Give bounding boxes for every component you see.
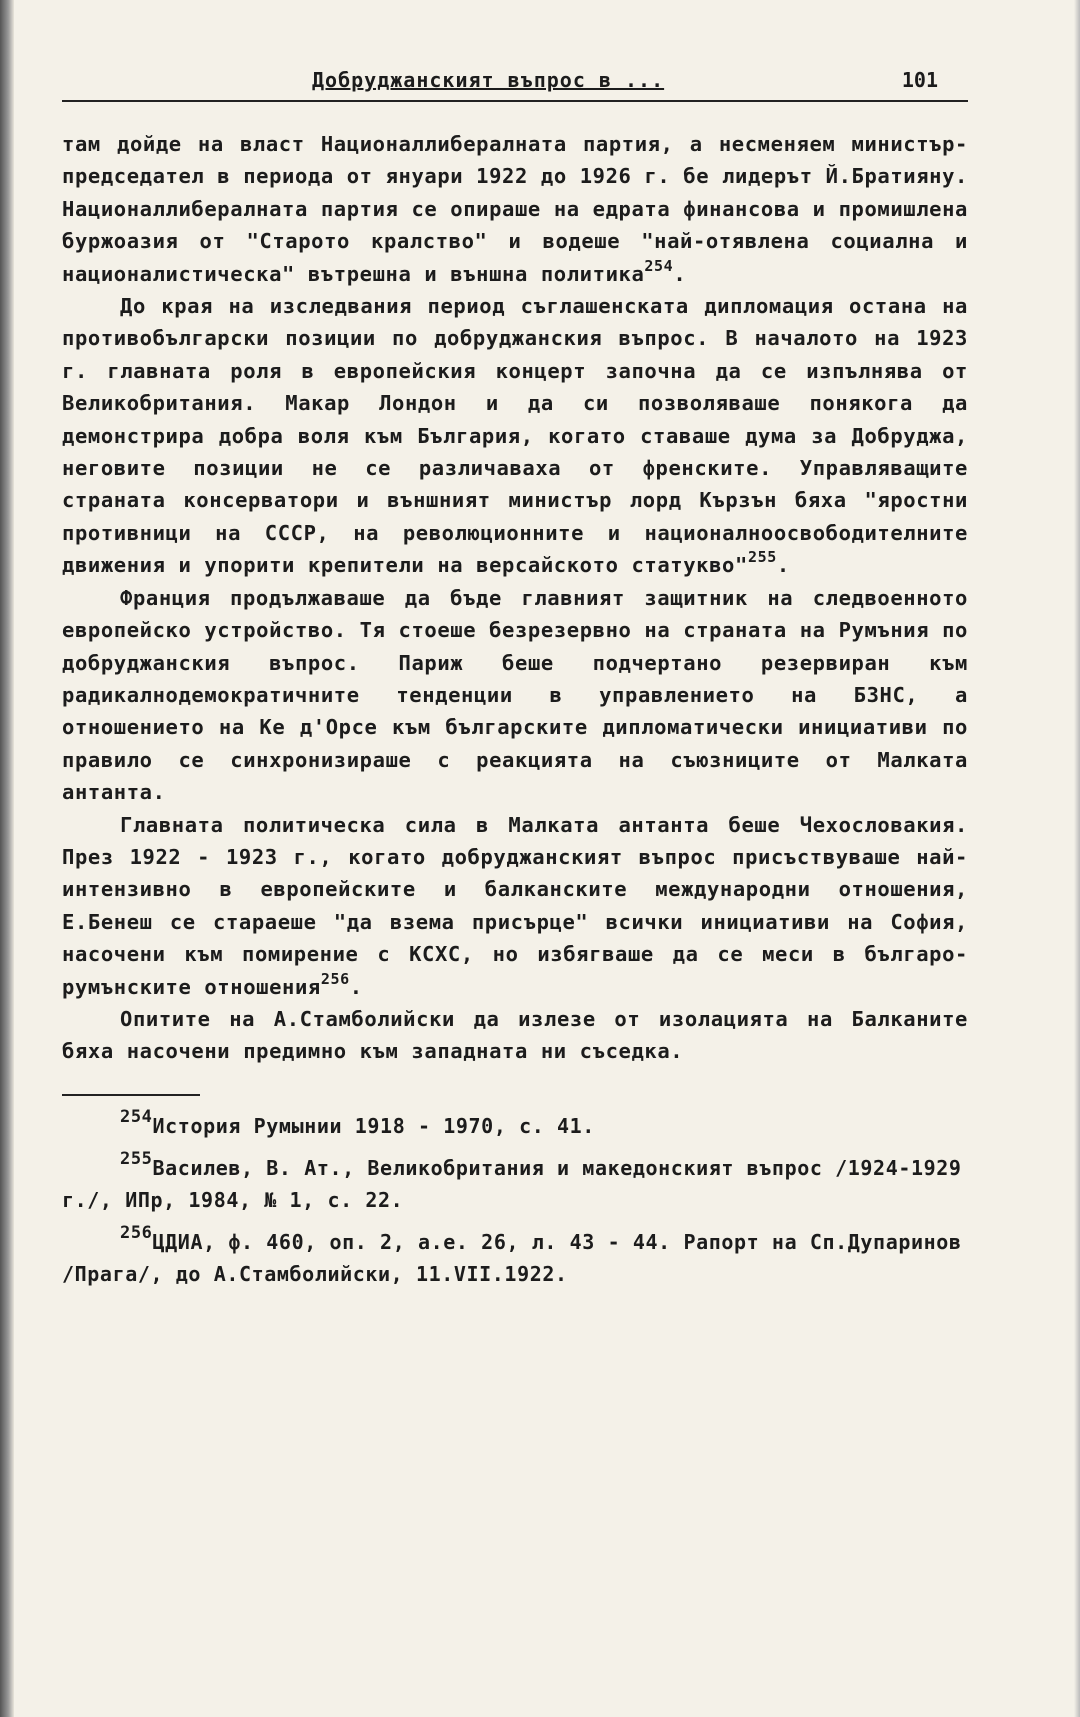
scan-left-edge bbox=[0, 0, 14, 1717]
paragraph-end: . bbox=[673, 261, 687, 286]
paragraph bbox=[62, 128, 968, 290]
footnote-text: История Румынии 1918 - 1970, с. 41. bbox=[152, 1113, 595, 1138]
footnote-number: 255 bbox=[120, 1148, 153, 1169]
paragraph-text: Франция продължаваше да бъде главният защитник на следвоенното европейско устройство. Тя стоеше безрезервно на страната на Румъния по добруджанския въпрос. Париж беше подчертано резервиран към радикалнодемократичните тенденции в управлението на БЗНС, а отношението на Ке д'Орсе към българските дипломатически инициативи по правило се синхронизираше с реакцията на съюзниците от Малката антанта. bbox=[62, 585, 968, 805]
page bbox=[62, 60, 968, 1300]
body-text bbox=[62, 128, 968, 1068]
paragraph-text: Главната политическа сила в Малката антанта беше Чехословакия. През 1922 - 1923 г., когато добруджанският въпрос присъствуваше най-интензивно в европейските и балканските международни отношения, Е.Бенеш се стараеше "да взема присърце" всички инициативи на София, насочени към помирение с КСХС, но избягваше да се меси в българо-румънските отношения bbox=[62, 812, 968, 999]
scan-right-edge bbox=[1074, 0, 1080, 1717]
paragraph bbox=[62, 809, 968, 1003]
page-number: 101 bbox=[901, 68, 938, 92]
paragraph bbox=[62, 290, 968, 582]
paragraph-text: там дойде на власт Националлибералната партия, а несменяем министър-председател в периода от януари 1922 до 1926 г. бе лидерът Й.Братияну. Националлибералната партия се опираше на едрата финансова и промишлена буржоазия от "Старото кралство" и водеше "най-отявлена социална и националистическа" вътрешна и външна политика bbox=[62, 132, 968, 286]
paragraph-text: Опитите на А.Стамболийски да излезе от изолацията на Балканите бяха насочени предимно към западната ни съседка. bbox=[62, 1006, 968, 1064]
footnote-number: 256 bbox=[120, 1222, 153, 1243]
footnote-ref: 254 bbox=[644, 256, 674, 275]
footnote bbox=[62, 1222, 968, 1290]
running-header bbox=[62, 60, 968, 102]
footnote-divider bbox=[62, 1094, 200, 1096]
paragraph-end: . bbox=[349, 974, 363, 999]
footnote-ref: 256 bbox=[320, 969, 350, 988]
footnote bbox=[62, 1106, 968, 1142]
paragraph bbox=[62, 582, 968, 809]
footnotes bbox=[62, 1106, 968, 1290]
footnote-ref: 255 bbox=[747, 548, 777, 567]
paragraph-end: . bbox=[776, 553, 790, 578]
running-title: Добруджанският въпрос в ... bbox=[312, 68, 665, 92]
paragraph-text: До края на изследвания период съглашенската дипломация остана на противобългарски позиции по добруджанския въпрос. В началото на 1923 г. главната роля в европейския концерт започна да се изпълнява от Великобритания. Макар Лондон и да си позволяваше понякога да демонстрира добра воля към България, когато ставаше дума за Добруджа, неговите позиции не се различаваха от френските. Управляващите страната консерватори и външният министър лорд Кързън бяха "яростни противници на СССР, на революционните и националноосвободителните движения и упорити крепители на версайското статукво" bbox=[62, 294, 968, 578]
footnote-text: Василев, В. Ат., Великобритания и македонският въпрос /1924-1929 г./, ИПр, 1984, № 1, с. 22. bbox=[62, 1155, 962, 1212]
footnote-number: 254 bbox=[120, 1106, 153, 1127]
footnote bbox=[62, 1148, 968, 1216]
paragraph bbox=[62, 1003, 968, 1068]
footnote-text: ЦДИА, ф. 460, оп. 2, а.е. 26, л. 43 - 44. Рапорт на Сп.Дупаринов /Прага/, до А.Стамболийски, 11.VII.1922. bbox=[62, 1229, 962, 1286]
